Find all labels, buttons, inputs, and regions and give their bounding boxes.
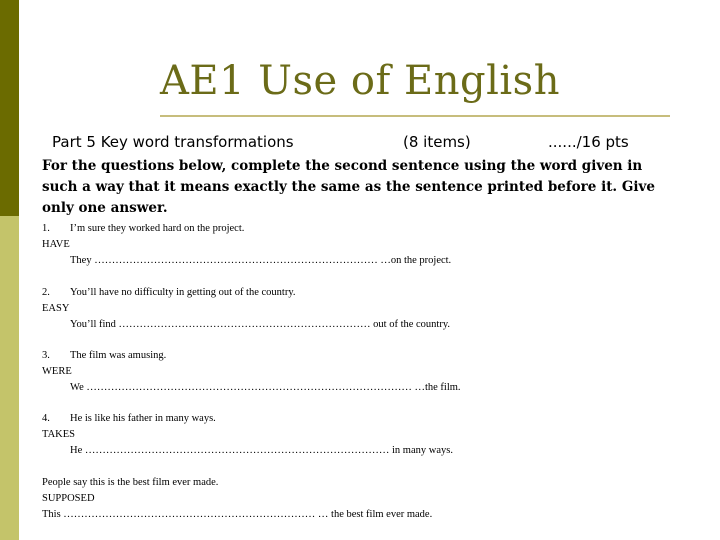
question-keyword: WERE	[42, 366, 72, 377]
slide-title: AE1 Use of English	[160, 58, 560, 104]
question-sentence: People say this is the best film ever made.	[42, 477, 219, 488]
question-keyword: SUPPOSED	[42, 493, 95, 504]
question-keyword: HAVE	[42, 239, 70, 250]
question-keyword: EASY	[42, 303, 70, 314]
question-answer-line: He …………………………………………………………………………… in many ways.	[70, 445, 453, 456]
part-heading: Part 5 Key word transformations	[52, 133, 294, 151]
question-answer-line: This ……………………………………………………………… … the best film ever made.	[42, 509, 433, 520]
question-answer-line: You’ll find ……………………………………………………………… out of the country.	[70, 319, 451, 330]
question-number: 1.	[42, 223, 50, 234]
question-sentence: He is like his father in many ways.	[70, 413, 216, 424]
question-number: 2.	[42, 287, 50, 298]
question-item	[42, 411, 453, 459]
question-number: 4.	[42, 413, 50, 424]
title-underline	[160, 115, 670, 117]
question-answer-line: They ……………………………………………………………………… …on the project.	[70, 255, 452, 266]
instructions-text: For the questions below, complete the second sentence using the word given in such a way that it means exactly the same as the sentence printed before it. Give only one answer.	[42, 158, 655, 216]
question-number: 3.	[42, 350, 50, 361]
item-count: (8 items)	[403, 133, 471, 151]
question-keyword: TAKES	[42, 429, 75, 440]
question-sentence: I’m sure they worked hard on the project.	[70, 223, 245, 234]
question-item	[42, 348, 461, 396]
question-item	[42, 221, 451, 269]
question-item	[42, 285, 450, 333]
question-sentence: The film was amusing.	[70, 350, 167, 361]
question-item	[42, 475, 432, 523]
points-total: ....../16 pts	[548, 133, 629, 151]
question-sentence: You’ll have no difficulty in getting out of the country.	[70, 287, 296, 298]
question-answer-line: We ………………………………………………………………………………… …the film.	[70, 382, 461, 393]
